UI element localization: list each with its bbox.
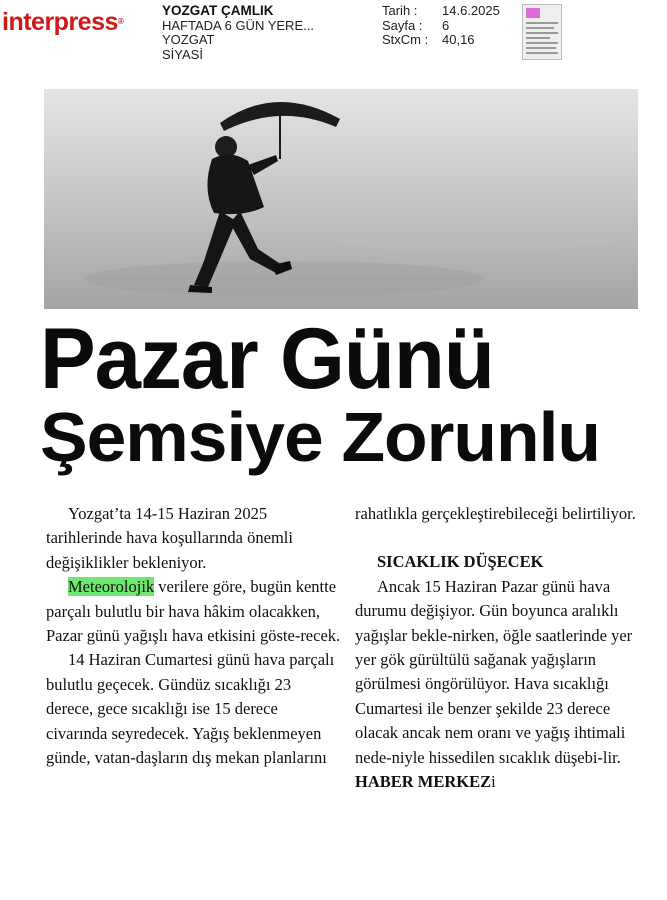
paragraph-4 (355, 575, 641, 795)
stxcm-row (382, 33, 522, 48)
date-row (382, 4, 522, 19)
umbrella-walker-image (44, 89, 638, 309)
byline-tail: i (491, 772, 496, 792)
city: YOZGAT (162, 32, 215, 47)
highlighted-keyword: Meteorolojik (68, 577, 155, 597)
category: SİYASİ (162, 46, 203, 62)
page-thumbnail[interactable] (522, 4, 562, 60)
page-label: Sayfa : (382, 17, 423, 33)
date-label: Tarih : (382, 3, 418, 18)
registered-icon: ® (117, 17, 124, 26)
publication-name: YOZGAT ÇAMLIK (162, 3, 274, 18)
page-value: 6 (442, 17, 450, 33)
subheading: SICAKLIK DÜŞECEK (377, 552, 544, 572)
paragraph-1: Yozgat’ta 14-15 Haziran 2025 tarihlerinde hava koşullarında önemli değişiklikler bekleniyor. (46, 504, 293, 572)
paragraph-3-continued: rahatlıkla gerçekleştirebileceği belirtiliyor. (355, 504, 636, 523)
paragraph-3: 14 Haziran Cumartesi günü hava parçalı bulutlu geçecek. Gündüz sıcaklığı 23 derece, gece sıcaklığı ise 15 derece civarında seyredecek. Yağış beklenmeyen günde, vatan-daşların dış mekan planlarını (46, 650, 335, 768)
paragraph-2-text: verilere göre, bugün kentte parçalı bulutlu bir hava hâkim olacakken, Pazar günü yağışlı hava etkisini göste-recek. (46, 577, 341, 646)
clipping-details (382, 4, 522, 48)
article-photo (44, 89, 638, 309)
stxcm-value: 40,16 (442, 32, 475, 47)
article-column-2 (355, 502, 641, 794)
headline-line-2: Şemsiye Zorunlu (40, 398, 601, 476)
interpress-logo (2, 8, 123, 36)
page-row (382, 19, 522, 34)
paragraph-4-text: Ancak 15 Haziran Pazar günü hava durumu değişiyor. Gün boyunca aralıklı yağışlar bekle-nirken, öğle saatlerinde yer yer gök gürültülü sağanak yağışların görülmesi öngörülüyor. Hava sıcaklığı Cumartesi ile benzer şekilde 23 derece olacak ancak nem oranı ve yağış ihtimali nede-niyle hissedilen sıcaklık düşebi-lir. (355, 576, 633, 767)
stxcm-label: StxCm : (382, 32, 429, 47)
byline: HABER MERKEZ (355, 772, 492, 792)
logo-text: interpress (2, 8, 118, 36)
clipping-info (162, 4, 362, 62)
headline-line-1: Pazar Günü (40, 311, 494, 407)
date-value: 14.6.2025 (442, 3, 500, 18)
article-column-1 (46, 502, 342, 770)
article-title: HAFTADA 6 GÜN YERE... (162, 17, 314, 33)
headline (40, 311, 640, 478)
paragraph-2 (46, 575, 342, 648)
